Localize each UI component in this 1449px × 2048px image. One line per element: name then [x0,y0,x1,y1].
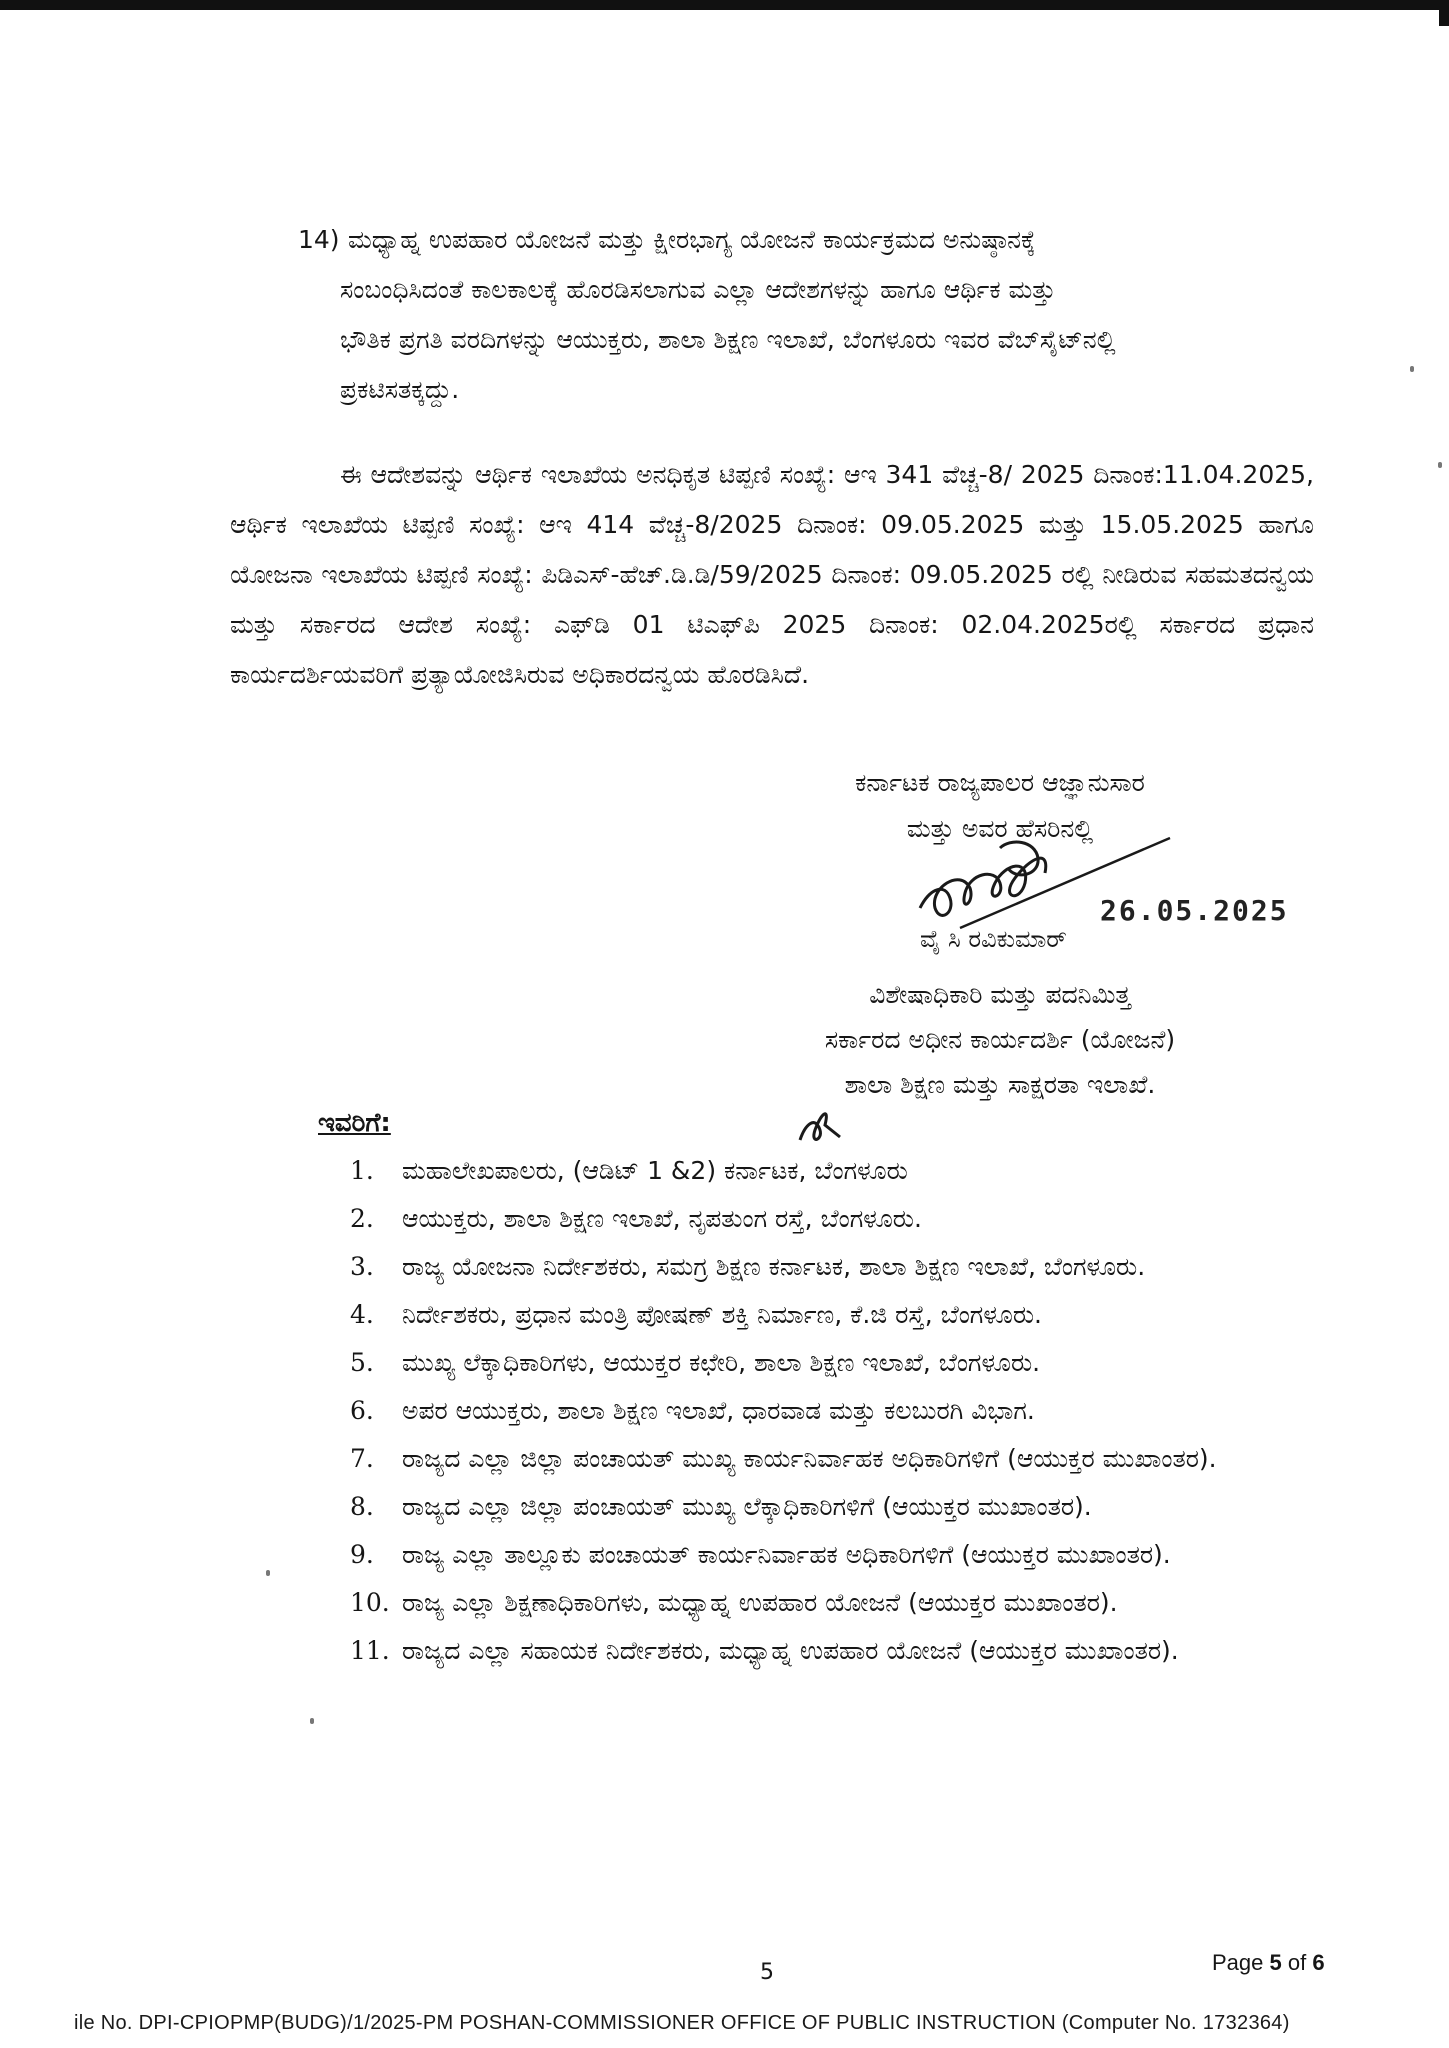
item-number: 1. [350,1156,374,1185]
item-number: 5. [350,1348,374,1377]
scan-speck [266,1570,270,1576]
recipient-item [350,1534,1340,1576]
signatory-title-2: ಸರ್ಕಾರದ ಅಧೀನ ಕಾರ್ಯದರ್ಶಿ (ಯೋಜನೆ) [824,1025,1176,1054]
paragraph-14-line-3: ಭೌತಿಕ ಪ್ರಗತಿ ವರದಿಗಳನ್ನು ಆಯುಕ್ತರು, ಶಾಲಾ ಶಿಕ್ಷಣ ಇಲಾಖೆ, ಬೆಂಗಳೂರು ಇವರ ವೆಬ್‌ಸೈಟ್‌ನಲ್ಲಿ [340,325,1116,354]
item-number: 6. [350,1396,374,1425]
page-number: 5 [760,1960,774,1985]
signatory-title-3: ಶಾಲಾ ಶಿಕ್ಷಣ ಮತ್ತು ಸಾಕ್ಷರತಾ ಇಲಾಖೆ. [844,1070,1156,1099]
initial-mark [790,1095,850,1155]
recipient-item [350,1150,1340,1192]
file-number-footer: ile No. DPI-CPIOPMP(BUDG)/1/2025-PM POSHAN-COMMISSIONER OFFICE OF PUBLIC INSTRUCTION (Computer No. 1732364) [74,2012,1290,2034]
recipient-item [350,1294,1340,1336]
signatory-name: ವೈ ಸಿ ರವಿಕುಮಾರ್ [920,925,1067,953]
signatory-title-1: ವಿಶೇಷಾಧಿಕಾರಿ ಮತ್ತು ಪದನಿಮಿತ್ತ [869,980,1131,1009]
scan-edge-right [1439,0,1449,26]
item-number: 7. [350,1444,374,1473]
item-text: ರಾಜ್ಯದ ಎಲ್ಲಾ ಜಿಲ್ಲಾ ಪಂಚಾಯತ್ ಮುಖ್ಯ ಲೆಕ್ಕಾಧಿಕಾರಿಗಳಿಗೆ (ಆಯುಕ್ತರ ಮುಖಾಂತರ). [402,1492,1092,1521]
item-text: ಅಪರ ಆಯುಕ್ತರು, ಶಾಲಾ ಶಿಕ್ಷಣ ಇಲಾಖೆ, ಧಾರವಾಡ ಮತ್ತು ಕಲಬುರಗಿ ವಿಭಾಗ. [402,1396,1035,1425]
recipients-list [350,1150,1340,1678]
scan-edge-top [0,0,1449,10]
item-text: ಆಯುಕ್ತರು, ಶಾಲಾ ಶಿಕ್ಷಣ ಇಲಾಖೆ, ನೃಪತುಂಗ ರಸ್ತೆ, ಬೆಂಗಳೂರು. [402,1204,922,1233]
item-text: ರಾಜ್ಯ ಯೋಜನಾ ನಿರ್ದೇಶಕರು, ಸಮಗ್ರ ಶಿಕ್ಷಣ ಕರ್ನಾಟಕ, ಶಾಲಾ ಶಿಕ್ಷಣ ಇಲಾಖೆ, ಬೆಂಗಳೂರು. [402,1252,1146,1281]
item-text: ರಾಜ್ಯದ ಎಲ್ಲಾ ಜಿಲ್ಲಾ ಪಂಚಾಯತ್ ಮುಖ್ಯ ಕಾರ್ಯನಿರ್ವಾಹಕ ಅಧಿಕಾರಿಗಳಿಗೆ (ಆಯುಕ್ತರ ಮುಖಾಂತರ). [402,1444,1217,1473]
item-text: ನಿರ್ದೇಶಕರು, ಪ್ರಧಾನ ಮಂತ್ರಿ ಪೋಷಣ್ ಶಕ್ತಿ ನಿರ್ಮಾಣ, ಕೆ.ಜಿ ರಸ್ತೆ, ಬೆಂಗಳೂರು. [402,1300,1042,1329]
scan-speck [1438,462,1442,468]
recipient-item [350,1246,1340,1288]
recipient-item [350,1390,1340,1432]
item-text: ರಾಜ್ಯ ಎಲ್ಲಾ ಶಿಕ್ಷಣಾಧಿಕಾರಿಗಳು, ಮಧ್ಯಾಹ್ನ ಉಪಹಾರ ಯೋಜನೆ (ಆಯುಕ್ತರ ಮುಖಾಂತರ). [402,1588,1118,1617]
item-number: 8. [350,1492,374,1521]
page-of: of [1287,1950,1307,1975]
recipient-item [350,1630,1340,1672]
recipient-item [350,1438,1340,1480]
page-label-prefix: Page [1212,1950,1264,1975]
paragraph-14 [298,215,1338,415]
signature-date: 26.05.2025 [1100,894,1289,927]
item-number: 11. [350,1636,390,1665]
page-current: 5 [1269,1950,1282,1975]
scan-speck [1410,366,1414,372]
item-number: 4. [350,1300,374,1329]
page-label [1212,1950,1325,1976]
item-text: ಮುಖ್ಯ ಲೆಕ್ಕಾಧಿಕಾರಿಗಳು, ಆಯುಕ್ತರ ಕಛೇರಿ, ಶಾಲಾ ಶಿಕ್ಷಣ ಇಲಾಖೆ, ಬೆಂಗಳೂರು. [402,1348,1041,1377]
recipient-item [350,1582,1340,1624]
item-text: ಮಹಾಲೇಖಪಾಲರು, (ಆಡಿಟ್ 1 &2) ಕರ್ನಾಟಕ, ಬೆಂಗಳೂರು [402,1156,908,1185]
paragraph-14-line-4: ಪ್ರಕಟಿಸತಕ್ಕದ್ದು. [340,375,460,404]
item-text: ರಾಜ್ಯ ಎಲ್ಲಾ ತಾಲ್ಲೂಕು ಪಂಚಾಯತ್ ಕಾರ್ಯನಿರ್ವಾಹಕ ಅಧಿಕಾರಿಗಳಿಗೆ (ಆಯುಕ್ತರ ಮುಖಾಂತರ). [402,1540,1171,1569]
scan-speck [310,1718,314,1724]
signature-line-1: ಕರ್ನಾಟಕ ರಾಜ್ಯಪಾಲರ ಆಜ್ಞಾನುಸಾರ [855,768,1145,797]
item-number: 9. [350,1540,374,1569]
item-number: 10. [350,1588,390,1617]
recipients-heading: ಇವರಿಗೆ: [318,1108,391,1138]
paragraph-14-line-1: ಮಧ್ಯಾಹ್ನ ಉಪಹಾರ ಯೋಜನೆ ಮತ್ತು ಕ್ಷೀರಭಾಗ್ಯ ಯೋಜನೆ ಕಾರ್ಯಕ್ರಮದ ಅನುಷ್ಠಾನಕ್ಕೆ [348,225,1036,254]
paragraph-14-line-2: ಸಂಬಂಧಿಸಿದಂತೆ ಕಾಲಕಾಲಕ್ಕೆ ಹೊರಡಿಸಲಾಗುವ ಎಲ್ಲಾ ಆದೇಶಗಳನ್ನು ಹಾಗೂ ಆರ್ಥಿಕ ಮತ್ತು [340,275,1056,304]
recipient-item [350,1486,1340,1528]
paragraph-14-number: 14) [298,225,340,254]
item-text: ರಾಜ್ಯದ ಎಲ್ಲಾ ಸಹಾಯಕ ನಿರ್ದೇಶಕರು, ಮಧ್ಯಾಹ್ನ ಉಪಹಾರ ಯೋಜನೆ (ಆಯುಕ್ತರ ಮುಖಾಂತರ). [402,1636,1179,1665]
item-number: 2. [350,1204,374,1233]
item-number: 3. [350,1252,374,1281]
order-paragraph: ಈ ಆದೇಶವನ್ನು ಆರ್ಥಿಕ ಇಲಾಖೆಯ ಅನಧಿಕೃತ ಟಿಪ್ಪಣಿ ಸಂಖ್ಯೆ: ಆಇ 341 ವೆಚ್ಚ-8/ 2025 ದಿನಾಂಕ:11.04.2025, ಆರ್ಥಿಕ ಇಲಾಖೆಯ ಟಿಪ್ಪಣಿ ಸಂಖ್ಯೆ: ಆಇ 414 ವೆಚ್ಚ-8/2025 ದಿನಾಂಕ: 09.05.2025 ಮತ್ತು 15.05.2025 ಹಾಗೂ ಯೋಜನಾ ಇಲಾಖೆಯ ಟಿಪ್ಪಣಿ ಸಂಖ್ಯೆ: ಪಿಡಿಎಸ್-ಹೆಚ್.ಡಿ.ಡಿ/59/2025 ದಿನಾಂಕ: 09.05.2025 ರಲ್ಲಿ ನೀಡಿರುವ ಸಹಮತದನ್ವಯ ಮತ್ತು ಸರ್ಕಾರದ ಆದೇಶ ಸಂಖ್ಯೆ: ಎಫ್‌ಡಿ 01 ಟಿಎಫ್‌ಪಿ 2025 ದಿನಾಂಕ: 02.04.2025ರಲ್ಲಿ ಸರ್ಕಾರದ ಪ್ರಧಾನ ಕಾರ್ಯದರ್ಶಿಯವರಿಗೆ ಪ್ರತ್ಯಾಯೋಜಿಸಿರುವ ಅಧಿಕಾರದನ್ವಯ ಹೊರಡಿಸಿದೆ. [230,460,1314,689]
recipient-item [350,1342,1340,1384]
recipient-item [350,1198,1340,1240]
page-total: 6 [1312,1950,1325,1975]
signature-line-2: ಮತ್ತು ಅವರ ಹೆಸರಿನಲ್ಲಿ [906,814,1094,843]
